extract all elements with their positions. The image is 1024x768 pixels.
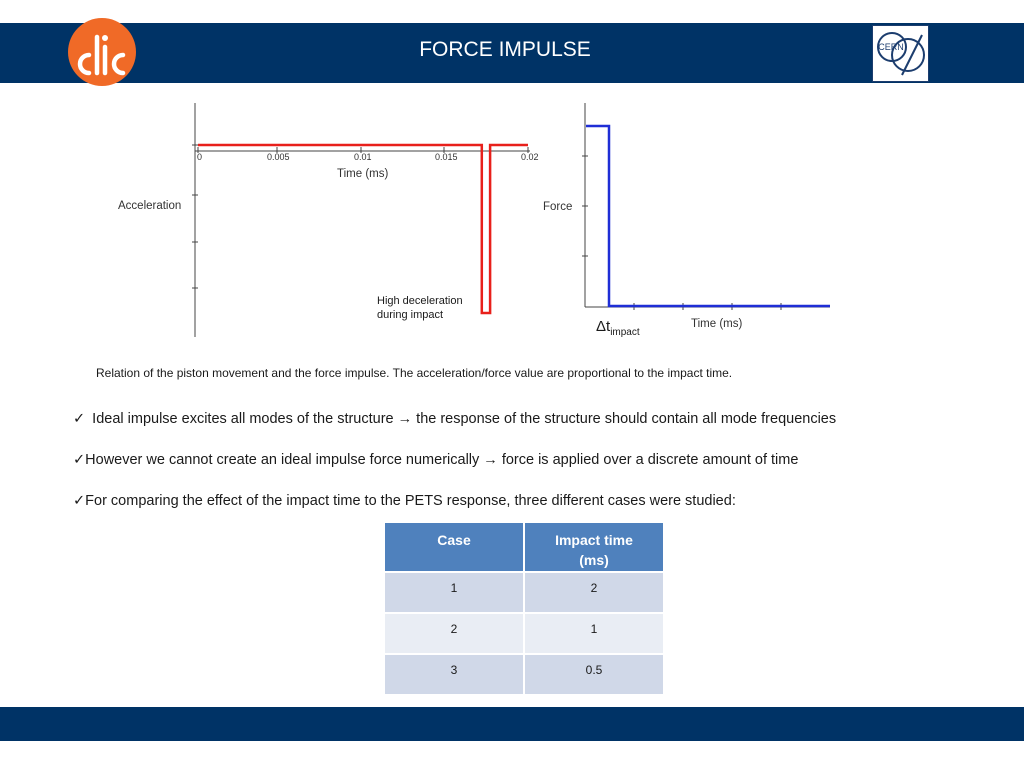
impact-time-cell: 0.5	[524, 654, 664, 695]
bullet-text: For comparing the effect of the impact time to the PETS response, three different cases were studied:	[85, 493, 736, 509]
x-tick-label: 0.015	[435, 152, 458, 162]
figure-caption: Relation of the piston movement and the force impulse. The acceleration/force value are proportional to the impact time.	[96, 366, 733, 380]
bullet-ideal-impulse	[73, 411, 836, 427]
case-cell: 2	[384, 613, 524, 654]
impact-time-cell: 1	[524, 613, 664, 654]
force-series-line	[586, 126, 830, 306]
check-icon: ✓	[73, 452, 86, 468]
y-axis-label: Acceleration	[118, 200, 182, 212]
impact-time-cell: 2	[524, 572, 664, 613]
x-tick-label: 0.005	[267, 152, 290, 162]
clic-logo-text: CLIC	[100, 83, 104, 84]
bullet-numerical-impulse	[73, 452, 798, 468]
delta-t-impact-label	[596, 318, 640, 342]
x-tick-label: 0.01	[354, 152, 372, 162]
page-title: FORCE IMPULSE	[419, 38, 591, 61]
cern-logo-text: CERN	[878, 42, 904, 52]
x-axis-label: Time (ms)	[691, 318, 743, 330]
case-cell: 3	[384, 654, 524, 695]
header-impact-time-line1: Impact time	[555, 532, 633, 548]
header-case: Case	[384, 522, 524, 572]
check-icon: ✓	[73, 493, 86, 509]
case-cell: 1	[384, 572, 524, 613]
clic-logo	[67, 17, 137, 87]
header-impact-time	[524, 522, 664, 572]
cern-logo	[872, 25, 929, 82]
impact-cases-table	[383, 521, 665, 696]
force-chart	[535, 95, 835, 345]
bullet-impact-cases	[73, 493, 736, 509]
x-axis-label: Time (ms)	[337, 168, 389, 180]
footer-bar	[0, 707, 1024, 741]
delta-t-sub: impact	[610, 327, 640, 338]
table-row	[384, 572, 664, 613]
table-row	[384, 613, 664, 654]
bullet-text: Ideal impulse excites all modes of the structure → the response of the structure should contain all mode frequencies	[88, 411, 837, 427]
table-header-row	[384, 522, 664, 572]
y-axis-label: Force	[543, 201, 573, 213]
x-tick-label: 0.02	[521, 152, 539, 162]
header-impact-time-unit: (ms)	[579, 552, 609, 568]
deceleration-annotation: High deceleration during impact	[377, 295, 463, 321]
bullet-text: However we cannot create an ideal impulse force numerically → force is applied over a discrete amount of time	[85, 452, 799, 468]
table-row	[384, 654, 664, 695]
x-tick-label: 0	[197, 152, 203, 162]
check-icon: ✓	[73, 411, 86, 427]
delta-t-main: Δt	[596, 318, 611, 335]
